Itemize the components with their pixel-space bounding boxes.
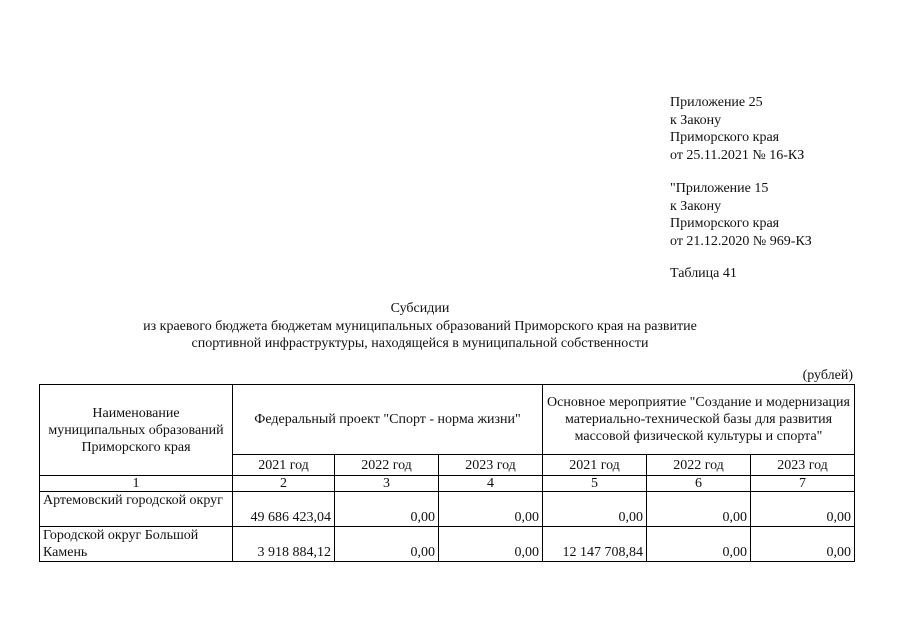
appendix-line: к Закону — [670, 112, 722, 128]
amount-cell: 3 918 884,12 — [233, 527, 335, 562]
subsidies-table — [39, 384, 855, 562]
table-row — [40, 492, 855, 527]
amount-cell: 0,00 — [439, 527, 543, 562]
municipality-name: Городской округ Большой Камень — [40, 527, 233, 562]
column-group-main-activity: Основное мероприятие "Создание и модернизация материально-технической базы для развития массовой физической культуры и спорта" — [543, 385, 855, 455]
column-number: 2 — [233, 476, 335, 492]
document-subtitle: спортивной инфраструктуры, находящейся в муниципальной собственности — [191, 336, 649, 351]
column-number: 6 — [647, 476, 751, 492]
amount-cell: 49 686 423,04 — [233, 492, 335, 527]
year-header: 2021 год — [233, 455, 335, 476]
appendix-line: "Приложение 15 — [670, 181, 769, 196]
amount-cell: 0,00 — [543, 492, 647, 527]
appendix-line: Приморского края — [670, 216, 780, 231]
amount-cell: 0,00 — [647, 527, 751, 562]
table-header-row — [40, 385, 855, 455]
document-title: Субсидии — [390, 301, 450, 316]
column-number: 5 — [543, 476, 647, 492]
column-number: 3 — [335, 476, 439, 492]
amount-cell: 12 147 708,84 — [543, 527, 647, 562]
year-header: 2022 год — [335, 455, 439, 476]
appendix-previous-reference — [670, 180, 812, 250]
appendix-current-reference — [670, 94, 804, 164]
year-header: 2023 год — [439, 455, 543, 476]
column-number-row — [40, 476, 855, 492]
table-number: Таблица 41 — [670, 266, 737, 281]
amount-cell: 0,00 — [751, 492, 855, 527]
appendix-line: Приморского края — [670, 130, 780, 145]
document-subtitle: из краевого бюджета бюджетам муниципальных образований Приморского края на развитие — [143, 319, 697, 334]
year-header: 2023 год — [751, 455, 855, 476]
amount-cell: 0,00 — [647, 492, 751, 527]
year-header: 2021 год — [543, 455, 647, 476]
amount-cell: 0,00 — [751, 527, 855, 562]
amount-cell: 0,00 — [335, 527, 439, 562]
amount-cell: 0,00 — [335, 492, 439, 527]
appendix-line: Приложение 25 — [670, 95, 763, 110]
column-number: 7 — [751, 476, 855, 492]
amount-cell: 0,00 — [439, 492, 543, 527]
column-number: 1 — [40, 476, 233, 492]
appendix-line: от 25.11.2021 № 16-КЗ — [670, 147, 805, 163]
column-header-municipality: Наименование муниципальных образований Приморского края — [40, 385, 233, 476]
municipality-name: Артемовский городской округ — [40, 492, 233, 527]
units-label: (рублей) — [802, 368, 853, 383]
year-header: 2022 год — [647, 455, 751, 476]
table-row — [40, 527, 855, 562]
appendix-line: от 21.12.2020 № 969-КЗ — [670, 233, 812, 249]
appendix-line: к Закону — [670, 198, 722, 214]
column-number: 4 — [439, 476, 543, 492]
column-group-federal-project: Федеральный проект "Спорт - норма жизни" — [233, 385, 543, 455]
